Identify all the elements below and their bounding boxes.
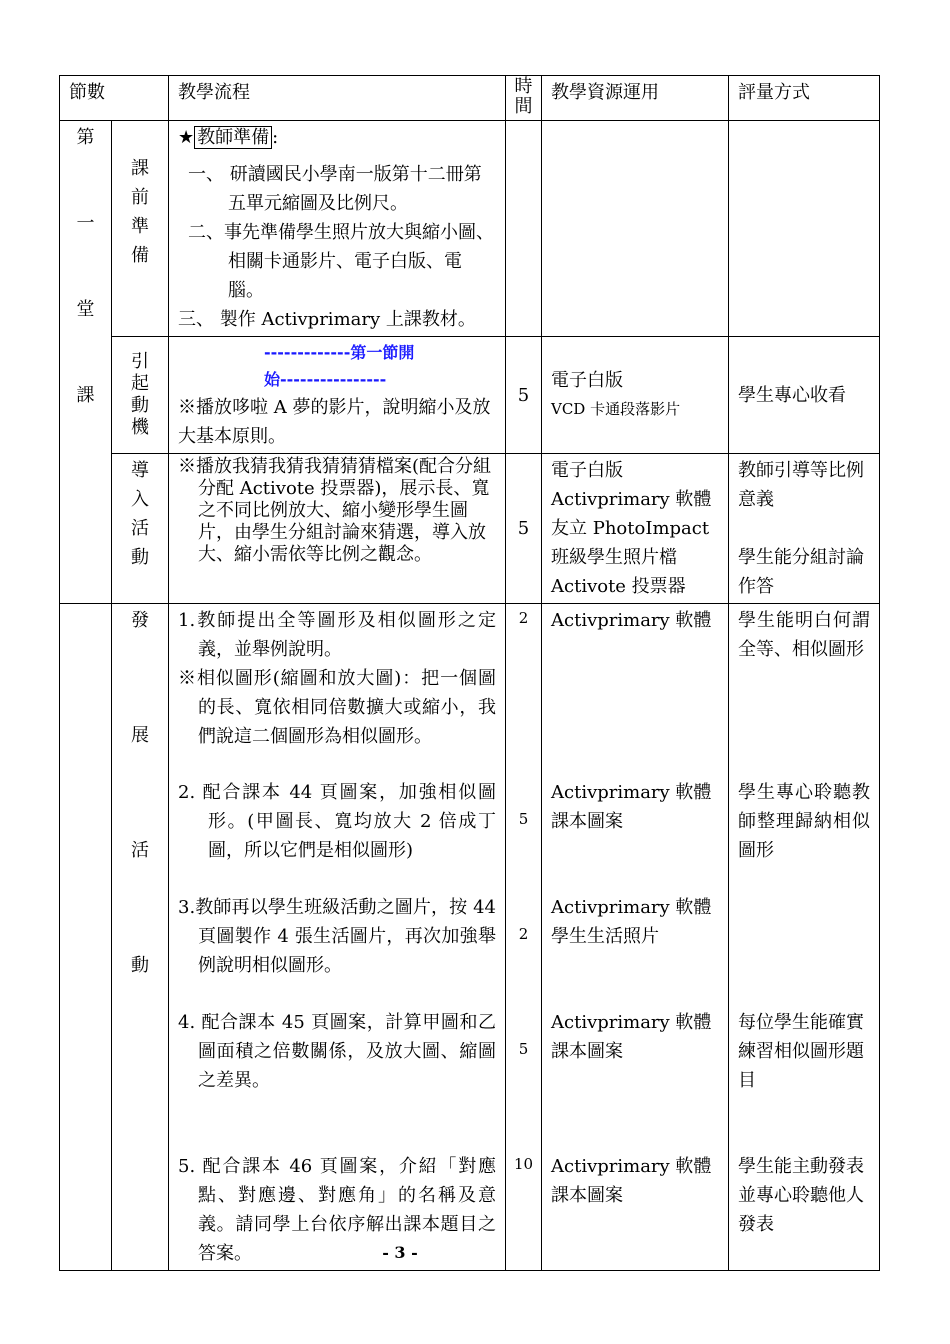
period-cell <box>60 121 112 604</box>
development-resources <box>542 604 729 1271</box>
prep-stage <box>112 121 169 337</box>
dev-step-1-text: 1.教師提出全等圖形及相似圖形之定義，並舉例說明。 <box>178 610 496 660</box>
dev-res-2-item: Activprimary 軟體 <box>551 782 712 803</box>
intro-row <box>60 454 880 604</box>
prep-colon: : <box>272 127 279 148</box>
dev-res-1-item: Activprimary 軟體 <box>551 610 712 631</box>
period-char-1: 第 <box>76 127 95 148</box>
dev-step-2-text: 2. 配合課本 44 頁圖案，加強相似圖形。(甲圖長、寬均放大 2 倍成丁圖，所以它們是相似圖形) <box>178 782 496 861</box>
dev-res-5 <box>551 1152 719 1210</box>
dev-time-5: 10 <box>513 1155 534 1173</box>
dev-res-5-item: Activprimary 軟體 <box>551 1156 712 1177</box>
header-section: 節數 <box>60 76 169 121</box>
motivation-row <box>60 337 880 454</box>
header-time <box>506 76 542 121</box>
dev-step-4 <box>178 1008 496 1152</box>
motivation-stage-char: 機 <box>131 417 149 438</box>
motivation-content <box>169 337 506 454</box>
dev-res-2-item: 課本圖案 <box>551 811 623 832</box>
dev-time-2: 5 <box>518 810 529 828</box>
prep-title: 教師準備 <box>194 126 272 149</box>
section-start-marker: -------------第一節開始---------------- <box>264 343 415 389</box>
dev-step-3 <box>178 893 496 1008</box>
prep-resources <box>542 121 729 337</box>
lesson-plan-table <box>59 75 880 1271</box>
dev-step-1 <box>178 606 496 778</box>
intro-text: ※播放我猜我猜我猜猜猜檔案(配合分組分配 Activote 投票器)，展示長、寬之不同比例放大、縮小變形學生圖片，由學生分組討論來猜選，導入放大、縮小需依等比例之觀念。 <box>178 456 492 565</box>
dev-eval-2: 學生專心聆聽教師整理歸納相似圖形 <box>738 782 870 861</box>
dev-step-3-text: 3.教師再以學生班級活動之圖片，按 44 頁圖製作 4 張生活圖片，再次加強舉例說明相似圖形。 <box>178 897 496 976</box>
dev-eval-3 <box>738 893 870 1008</box>
prep-row <box>60 121 880 337</box>
motivation-resources <box>542 337 729 454</box>
dev-step-4-text: 4. 配合課本 45 頁圖案，計算甲圖和乙圖面積之倍數關係，及放大圖、縮圖之差異。 <box>178 1012 496 1091</box>
page-number: - 3 - <box>382 1243 418 1262</box>
motivation-time: 5 <box>506 337 542 454</box>
dev-step-1-note: ※相似圖形(縮圖和放大圖)：把一個圖的長、寬依相同倍數擴大或縮小，我們說這二個圖形為相似圖形。 <box>178 668 496 747</box>
intro-resource-1: 電子白版 <box>551 460 623 481</box>
dev-time-1: 2 <box>518 609 529 627</box>
dev-res-2 <box>551 778 719 893</box>
development-stage-char: 發 <box>131 610 149 631</box>
intro-stage-char: 入 <box>131 489 149 510</box>
prep-evaluation <box>729 121 880 337</box>
intro-evaluation <box>729 454 880 604</box>
header-evaluation: 評量方式 <box>729 76 880 121</box>
intro-resource-5: Activote 投票器 <box>551 576 686 597</box>
development-stage-char: 動 <box>131 955 149 976</box>
motivation-stage <box>112 337 169 454</box>
period-char-2: 一 <box>76 213 95 234</box>
dev-res-1 <box>551 606 719 778</box>
dev-res-3-item: Activprimary 軟體 <box>551 897 712 918</box>
dev-res-3 <box>551 893 719 1008</box>
intro-evaluation-1: 教師引導等比例意義 <box>738 460 864 510</box>
development-stage-char: 展 <box>131 725 149 746</box>
development-time <box>506 604 542 1271</box>
dev-res-5-item: 課本圖案 <box>551 1185 623 1206</box>
motivation-resource-1: 電子白版 <box>551 370 623 391</box>
header-row <box>60 76 880 121</box>
motivation-resource-2: VCD 卡通段落影片 <box>551 400 681 418</box>
intro-stage-char: 動 <box>131 547 149 568</box>
header-flow: 教學流程 <box>169 76 506 121</box>
dev-eval-5: 學生能主動發表並專心聆聽他人發表 <box>738 1156 864 1235</box>
intro-stage-char: 導 <box>131 460 149 481</box>
dev-time-3: 2 <box>518 925 529 943</box>
intro-stage <box>112 454 169 604</box>
dev-res-4-item: Activprimary 軟體 <box>551 1012 712 1033</box>
star-icon: ★ <box>178 127 195 148</box>
prep-item-3: 三、 製作 Activprimary 上課教材。 <box>178 309 476 330</box>
motivation-stage-char: 引 <box>131 351 149 372</box>
development-stage <box>112 604 169 1271</box>
intro-resources <box>542 454 729 604</box>
prep-item-1: 一、 研讀國民小學南一版第十二冊第五單元縮圖及比例尺。 <box>188 164 482 214</box>
dev-time-4: 5 <box>518 1040 529 1058</box>
prep-stage-char: 備 <box>131 245 149 266</box>
intro-resource-4: 班級學生照片檔 <box>551 547 677 568</box>
development-stage-char: 活 <box>131 840 149 861</box>
development-content <box>169 604 506 1271</box>
motivation-stage-char: 起 <box>131 373 149 394</box>
intro-stage-char: 活 <box>131 518 149 539</box>
dev-eval-4: 每位學生能確實練習相似圖形題目 <box>738 1012 864 1091</box>
prep-stage-char: 課 <box>131 158 149 179</box>
dev-res-4-item: 課本圖案 <box>551 1041 623 1062</box>
motivation-evaluation: 學生專心收看 <box>729 337 880 454</box>
dev-res-3-item: 學生生活照片 <box>551 926 659 947</box>
prep-stage-char: 準 <box>131 216 149 237</box>
development-period-blank <box>60 604 112 1271</box>
prep-content <box>169 121 506 337</box>
development-evaluation <box>729 604 880 1271</box>
intro-resource-3: 友立 PhotoImpact <box>551 518 710 539</box>
intro-evaluation-2: 學生能分組討論作答 <box>738 547 864 597</box>
motivation-text: ※播放哆啦 A 夢的影片，說明縮小及放大基本原則。 <box>178 397 491 447</box>
header-resources: 教學資源運用 <box>542 76 729 121</box>
development-row <box>60 604 880 1271</box>
intro-resource-2: Activprimary 軟體 <box>551 489 712 510</box>
intro-content <box>169 454 506 604</box>
period-char-3: 堂 <box>76 299 95 320</box>
dev-step-5-text: 5. 配合課本 46 頁圖案，介紹「對應點、對應邊、對應角」的名稱及意義。請同學上台依序解出課本題目之答案。 <box>178 1156 496 1264</box>
motivation-stage-char: 動 <box>131 395 149 416</box>
dev-res-4 <box>551 1008 719 1152</box>
prep-item-2: 二、事先準備學生照片放大與縮小圖、相關卡通影片、電子白版、電腦。 <box>188 222 494 301</box>
dev-eval-1: 學生能明白何謂全等、相似圖形 <box>738 610 870 660</box>
period-char-4: 課 <box>76 385 95 406</box>
prep-time <box>506 121 542 337</box>
dev-step-2 <box>178 778 496 893</box>
header-time-text: 時間 <box>514 76 533 117</box>
prep-stage-char: 前 <box>131 187 149 208</box>
intro-time: 5 <box>506 454 542 604</box>
